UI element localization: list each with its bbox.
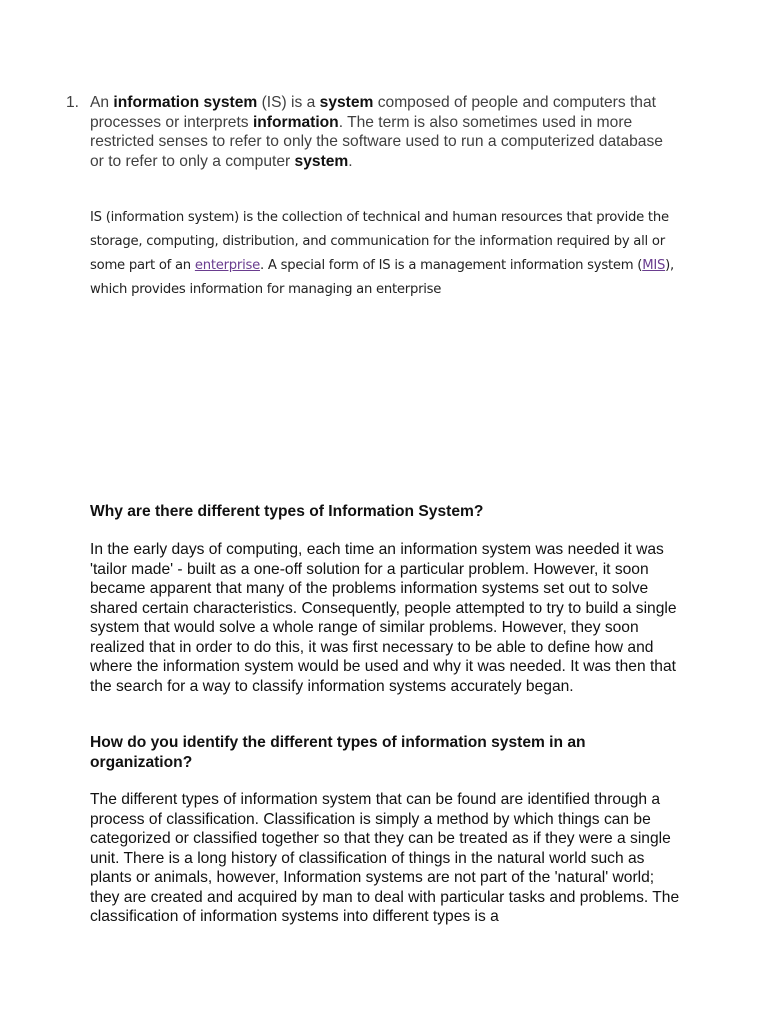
text-run: ), which provides information for managing an enterprise (90, 258, 674, 297)
bold-term: system (294, 152, 349, 170)
bold-term: information system (113, 94, 258, 111)
numbered-list-item (66, 93, 676, 171)
text-run: . A special form of IS is a management information system ( (260, 258, 643, 273)
definition-paragraph (90, 206, 680, 302)
list-number: 1. (66, 94, 80, 111)
text-run: . (348, 152, 353, 170)
enterprise-link[interactable]: enterprise (194, 258, 260, 273)
text-run: An (90, 94, 114, 111)
list-item-text (90, 93, 676, 171)
section-paragraph: In the early days of computing, each time an information system was needed it was 'tailor made' - built as a one-off solution for a particular problem. However, it soon became apparent that many of the problems information systems set out to solve shared certain characteristics. Consequently, people attempted to try to build a single system that would solve a whole range of similar problems. However, they soon realized that in order to do this, it was first necessary to be able to define how and where the information system would be used and why it was needed. It was then that the search for a way to classify information systems accurately began. (90, 541, 677, 695)
section-heading: How do you identify the different types of information system in an organization? (90, 734, 586, 771)
mis-link[interactable]: MIS (642, 258, 666, 273)
section-paragraph: The different types of information system that can be found are identified through a process of classification. Classification is simply a method by which things can be categorized or classified together so that they can be treated as if they were a single unit. There is a long history of classification of things in the natural world such as plants or animals, however, Information systems are not part of the 'natural' world; they are created and acquired by man to deal with particular tasks and problems. The classification of information systems into different types is a (90, 791, 680, 925)
bold-term: system (319, 94, 374, 111)
text-run: (IS) is a (257, 94, 320, 111)
bold-term: information (252, 113, 339, 131)
text-run: IS (information system) is the collection of technical and human resources that provide the storage, computing, distribution, and communication for the information required by all or some part of an (90, 210, 669, 273)
text-run: . The term is also sometimes used in more restricted senses to refer to only the software used to run a computerized database or to refer to only a computer (90, 113, 663, 170)
section-heading: Why are there different types of Information System? (90, 503, 484, 520)
text-run: composed of people and computers that processes or interprets (90, 94, 656, 131)
